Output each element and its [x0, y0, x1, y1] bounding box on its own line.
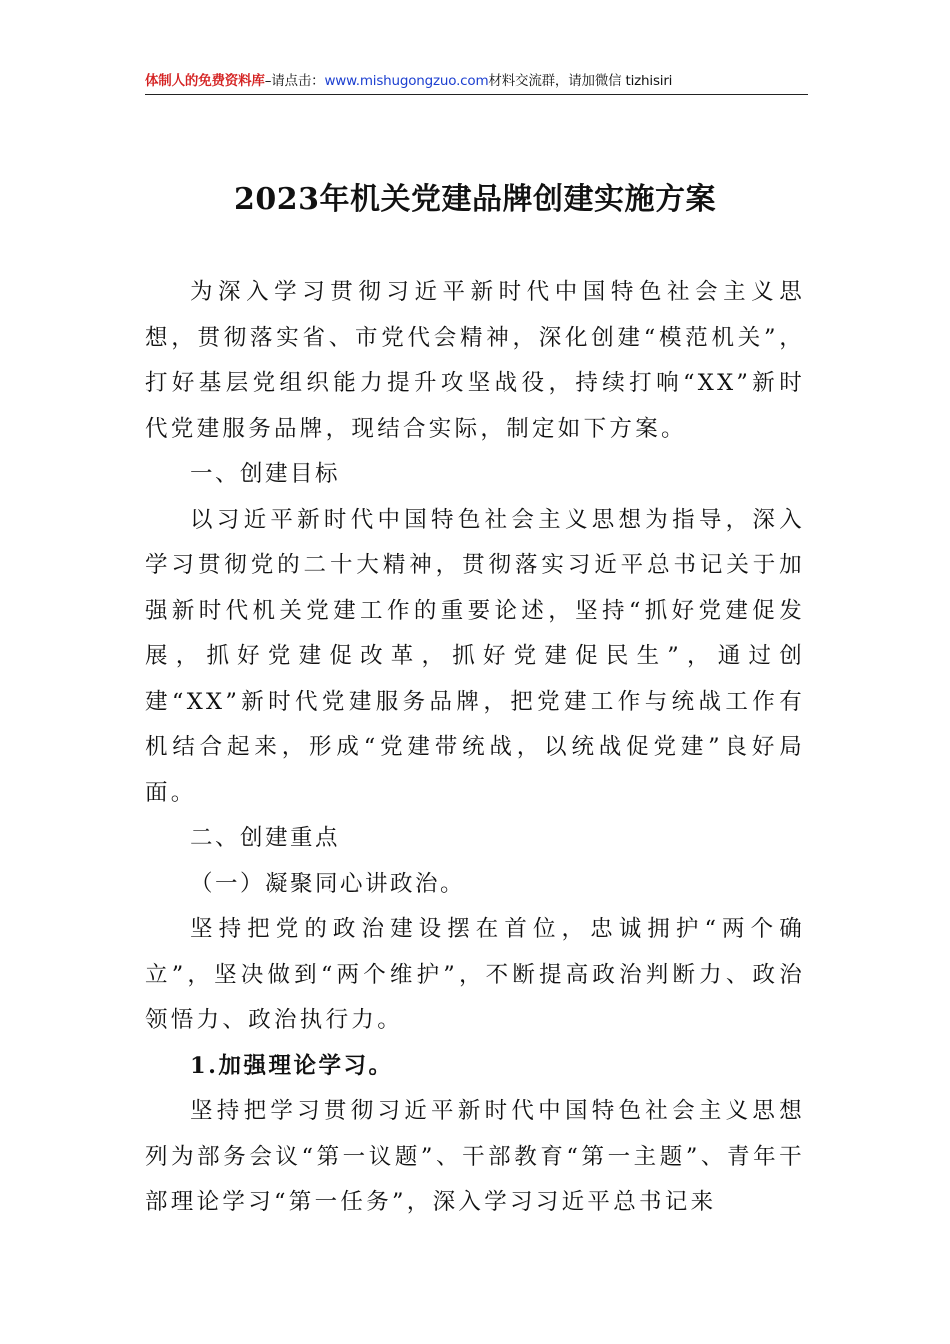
- header-brand: 体制人的免费资料库: [145, 73, 265, 89]
- section-heading-focus: 二、创建重点: [190, 825, 341, 851]
- header-prompt: –请点击：: [264, 73, 325, 89]
- subsection-heading-politics: （一）凝聚同心讲政治。: [190, 870, 466, 897]
- header-link[interactable]: www.mishugongzuo.com: [324, 73, 489, 89]
- header-tail: 材料交流群，请加微信 tizhisiri: [488, 73, 673, 89]
- item-theory-study-paragraph: 坚持把学习贯彻习近平新时代中国特色社会主义思想列为部务会议“第一议题”、干部教育“第一主题”、青年干部理论学习“第一任务”，深入学习习近平总书记来: [145, 1098, 805, 1215]
- subsection-politics-paragraph: 坚持把党的政治建设摆在首位，忠诚拥护“两个确立”，坚决做到“两个维护”，不断提高政治判断力、政治领悟力、政治执行力。: [145, 916, 805, 1033]
- item-heading-theory-study: 1.加强理论学习。: [190, 1052, 394, 1079]
- header-divider: [145, 94, 808, 95]
- section-goals-paragraph: 以习近平新时代中国特色社会主义思想为指导，深入学习贯彻党的二十大精神，贯彻落实习近平总书记关于加强新时代机关党建工作的重要论述，坚持“抓好党建促发展，抓好党建促改革，抓好党建促民生”，通过创建“XX”新时代党建服务品牌，把党建工作与统战工作有机结合起来，形成“党建带统战，以统战促党建”良好局面。: [145, 506, 805, 806]
- section-heading-goals: 一、创建目标: [190, 461, 341, 487]
- document-body: [145, 270, 805, 1226]
- page-header: [145, 68, 808, 94]
- intro-paragraph: 为深入学习贯彻习近平新时代中国特色社会主义思想，贯彻落实省、市党代会精神，深化创建“模范机关”，打好基层党组织能力提升攻坚战役，持续打响“XX”新时代党建服务品牌，现结合实际，制定如下方案。: [145, 279, 805, 442]
- document-title: 2023年机关党建品牌创建实施方案: [234, 182, 716, 217]
